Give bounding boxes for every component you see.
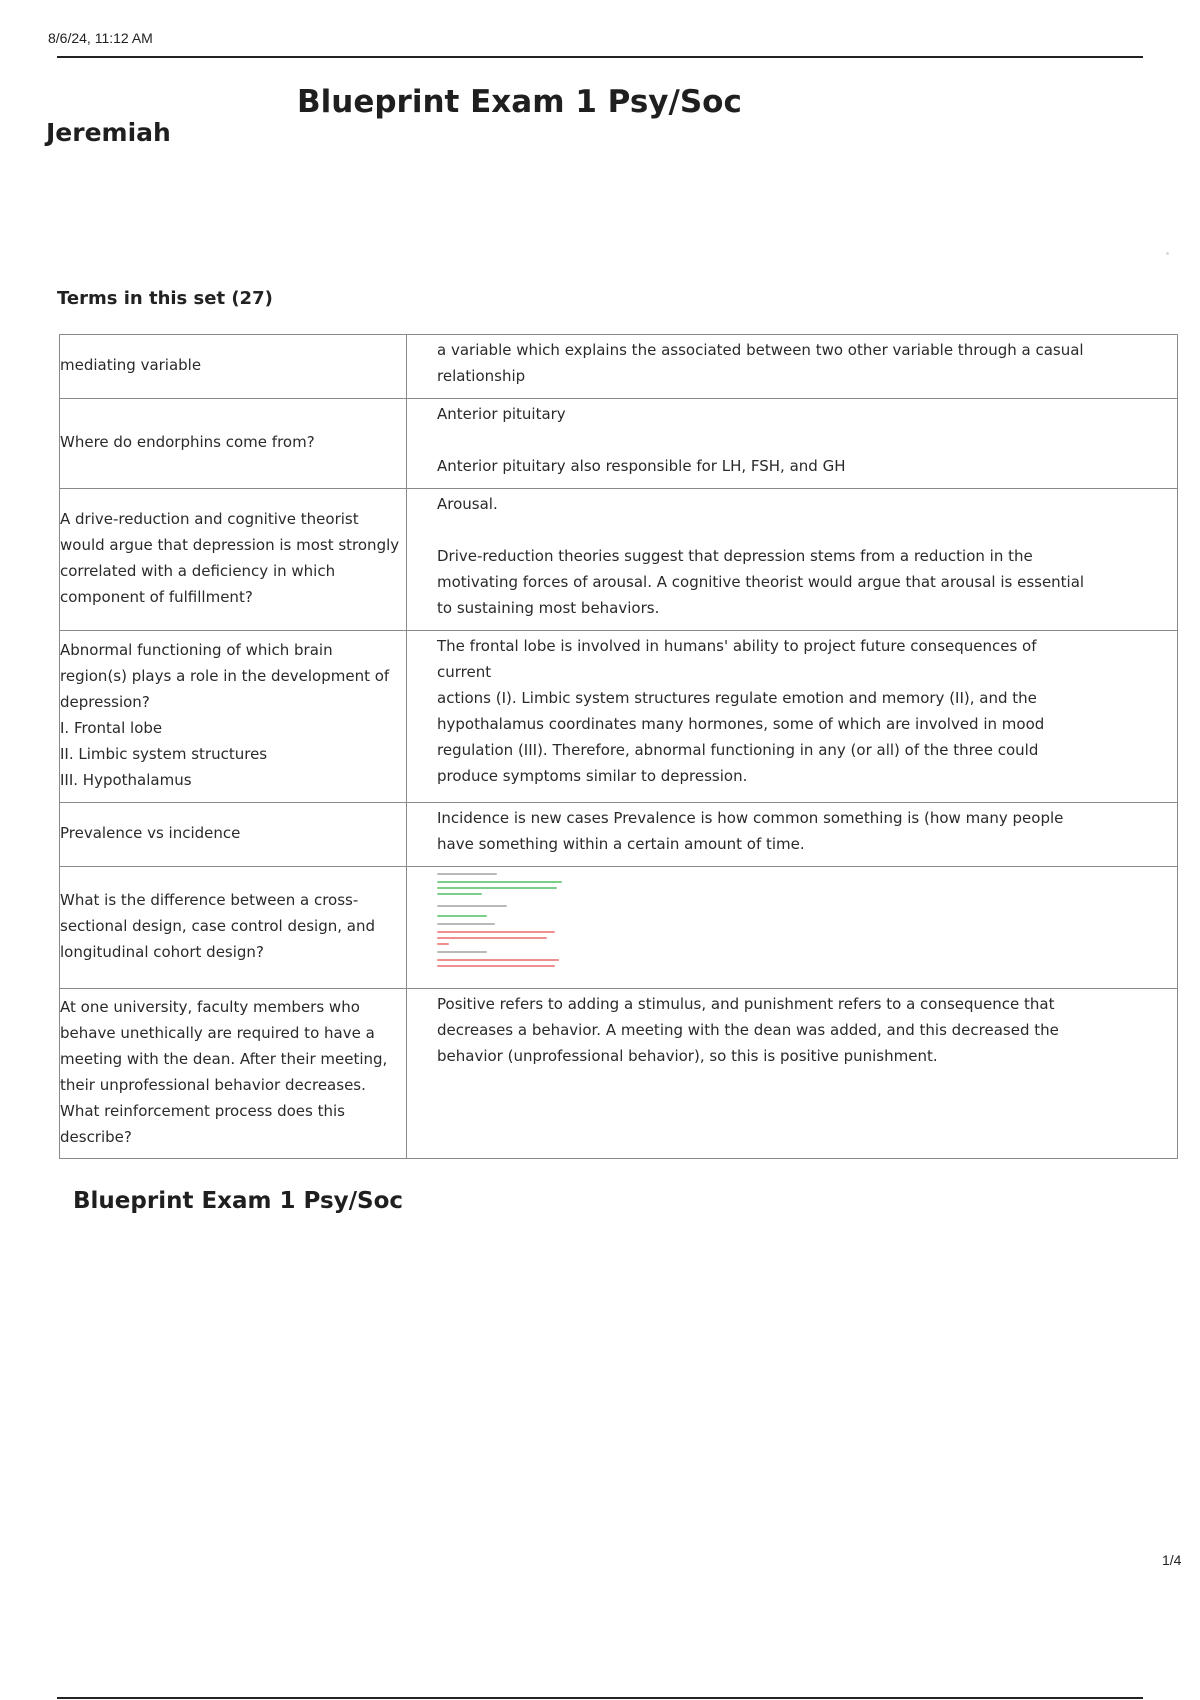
definition-text-line: The frontal lobe is involved in humans' ability to project future consequences of current bbox=[437, 637, 1037, 681]
term-text-line: their unprofessional behavior decreases. bbox=[60, 1075, 366, 1094]
term-text-line: would argue that depression is most strongly bbox=[60, 535, 400, 554]
term-text-line: meeting with the dean. After their meeting, bbox=[60, 1049, 388, 1068]
header-divider bbox=[57, 56, 1143, 58]
term-text-line: II. Limbic system structures bbox=[60, 744, 268, 763]
study-design-image bbox=[437, 871, 562, 969]
definition-spacer bbox=[437, 427, 1087, 453]
term-cell bbox=[60, 631, 407, 803]
term-text-line: sectional design, case control design, and bbox=[60, 916, 375, 935]
set-title: Blueprint Exam 1 Psy/Soc bbox=[297, 84, 742, 120]
page-number: 1/4 bbox=[1162, 1552, 1182, 1568]
terms-heading: Terms in this set (27) bbox=[57, 288, 273, 309]
image-text-stroke bbox=[437, 931, 555, 933]
definition-text-line: produce symptoms similar to depression. bbox=[437, 767, 748, 785]
definition-text-line: behavior (unprofessional behavior), so this is positive punishment. bbox=[437, 1047, 938, 1065]
term-text-line: A drive-reduction and cognitive theorist bbox=[60, 509, 359, 528]
term-cell bbox=[60, 867, 407, 989]
definition-text-line: Positive refers to adding a stimulus, and punishment refers to a consequence that bbox=[437, 995, 1055, 1013]
term-row bbox=[60, 399, 1178, 489]
term-text-line: region(s) plays a role in the development of bbox=[60, 666, 390, 685]
image-text-stroke bbox=[437, 959, 559, 961]
definition-cell bbox=[407, 989, 1178, 1159]
image-text-stroke bbox=[437, 905, 507, 907]
term-row bbox=[60, 867, 1178, 989]
print-timestamp: 8/6/24, 11:12 AM bbox=[48, 30, 153, 46]
definition-cell bbox=[407, 399, 1178, 489]
term-text-line: Where do endorphins come from? bbox=[60, 432, 315, 451]
term-row bbox=[60, 489, 1178, 631]
term-row bbox=[60, 989, 1178, 1159]
term-text-line: component of fulfillment? bbox=[60, 587, 253, 606]
term-text-line: I. Frontal lobe bbox=[60, 718, 163, 737]
definition-text-line: motivating forces of arousal. A cognitive theorist would argue that arousal is essential bbox=[437, 573, 1085, 591]
definition-cell bbox=[407, 335, 1178, 399]
image-text-stroke bbox=[437, 881, 562, 883]
image-text-stroke bbox=[437, 965, 555, 967]
definition-cell bbox=[407, 631, 1178, 803]
term-cell bbox=[60, 335, 407, 399]
image-text-stroke bbox=[437, 923, 495, 925]
term-text-line: What is the difference between a cross- bbox=[60, 890, 359, 909]
definition-text-line: have something within a certain amount of time. bbox=[437, 835, 805, 853]
term-row bbox=[60, 803, 1178, 867]
image-text-stroke bbox=[437, 943, 449, 945]
definition-text-line: decreases a behavior. A meeting with the dean was added, and this decreased the bbox=[437, 1021, 1059, 1039]
term-cell bbox=[60, 489, 407, 631]
term-row bbox=[60, 631, 1178, 803]
definition-text-line: hypothalamus coordinates many hormones, some of which are involved in mood bbox=[437, 715, 1045, 733]
definition-text-line: Anterior pituitary also responsible for LH, FSH, and GH bbox=[437, 457, 846, 475]
definition-cell bbox=[407, 489, 1178, 631]
term-text-line: What reinforcement process does this bbox=[60, 1101, 345, 1120]
term-text-line: Abnormal functioning of which brain bbox=[60, 640, 333, 659]
image-text-stroke bbox=[437, 887, 557, 889]
term-cell bbox=[60, 399, 407, 489]
term-text-line: At one university, faculty members who bbox=[60, 997, 360, 1016]
definition-text-line: to sustaining most behaviors. bbox=[437, 599, 660, 617]
term-cell bbox=[60, 989, 407, 1159]
term-text-line: behave unethically are required to have a bbox=[60, 1023, 375, 1042]
definition-text-line: relationship bbox=[437, 367, 526, 385]
footer-divider bbox=[57, 1697, 1143, 1699]
terms-table bbox=[59, 334, 1178, 1159]
footer-title: Blueprint Exam 1 Psy/Soc bbox=[73, 1188, 404, 1214]
definition-text-line: Incidence is new cases Prevalence is how common something is (how many people bbox=[437, 809, 1064, 827]
definition-text-line: Arousal. bbox=[437, 495, 498, 513]
definition-text-line: regulation (III). Therefore, abnormal functioning in any (or all) of the three could bbox=[437, 741, 1039, 759]
definition-text-line: Anterior pituitary bbox=[437, 405, 566, 423]
term-text-line: depression? bbox=[60, 692, 150, 711]
term-row bbox=[60, 335, 1178, 399]
definition-cell bbox=[407, 803, 1178, 867]
author-name: Jeremiah bbox=[46, 118, 171, 147]
term-cell bbox=[60, 803, 407, 867]
definition-text-line: actions (I). Limbic system structures regulate emotion and memory (II), and the bbox=[437, 689, 1037, 707]
definition-text-line: Drive-reduction theories suggest that depression stems from a reduction in the bbox=[437, 547, 1033, 565]
term-text-line: Prevalence vs incidence bbox=[60, 823, 241, 842]
term-text-line: correlated with a deficiency in which bbox=[60, 561, 336, 580]
image-text-stroke bbox=[437, 951, 487, 953]
term-text-line: describe? bbox=[60, 1127, 132, 1146]
image-text-stroke bbox=[437, 893, 482, 895]
image-text-stroke bbox=[437, 915, 487, 917]
definition-text-line: a variable which explains the associated between two other variable through a casual bbox=[437, 341, 1084, 359]
definition-spacer bbox=[437, 517, 1087, 543]
term-text-line: longitudinal cohort design? bbox=[60, 942, 264, 961]
term-text-line: III. Hypothalamus bbox=[60, 770, 192, 789]
decorative-dot bbox=[1166, 252, 1169, 255]
definition-cell bbox=[407, 867, 1178, 989]
term-text-line: mediating variable bbox=[60, 355, 202, 374]
image-text-stroke bbox=[437, 873, 497, 875]
image-text-stroke bbox=[437, 937, 547, 939]
